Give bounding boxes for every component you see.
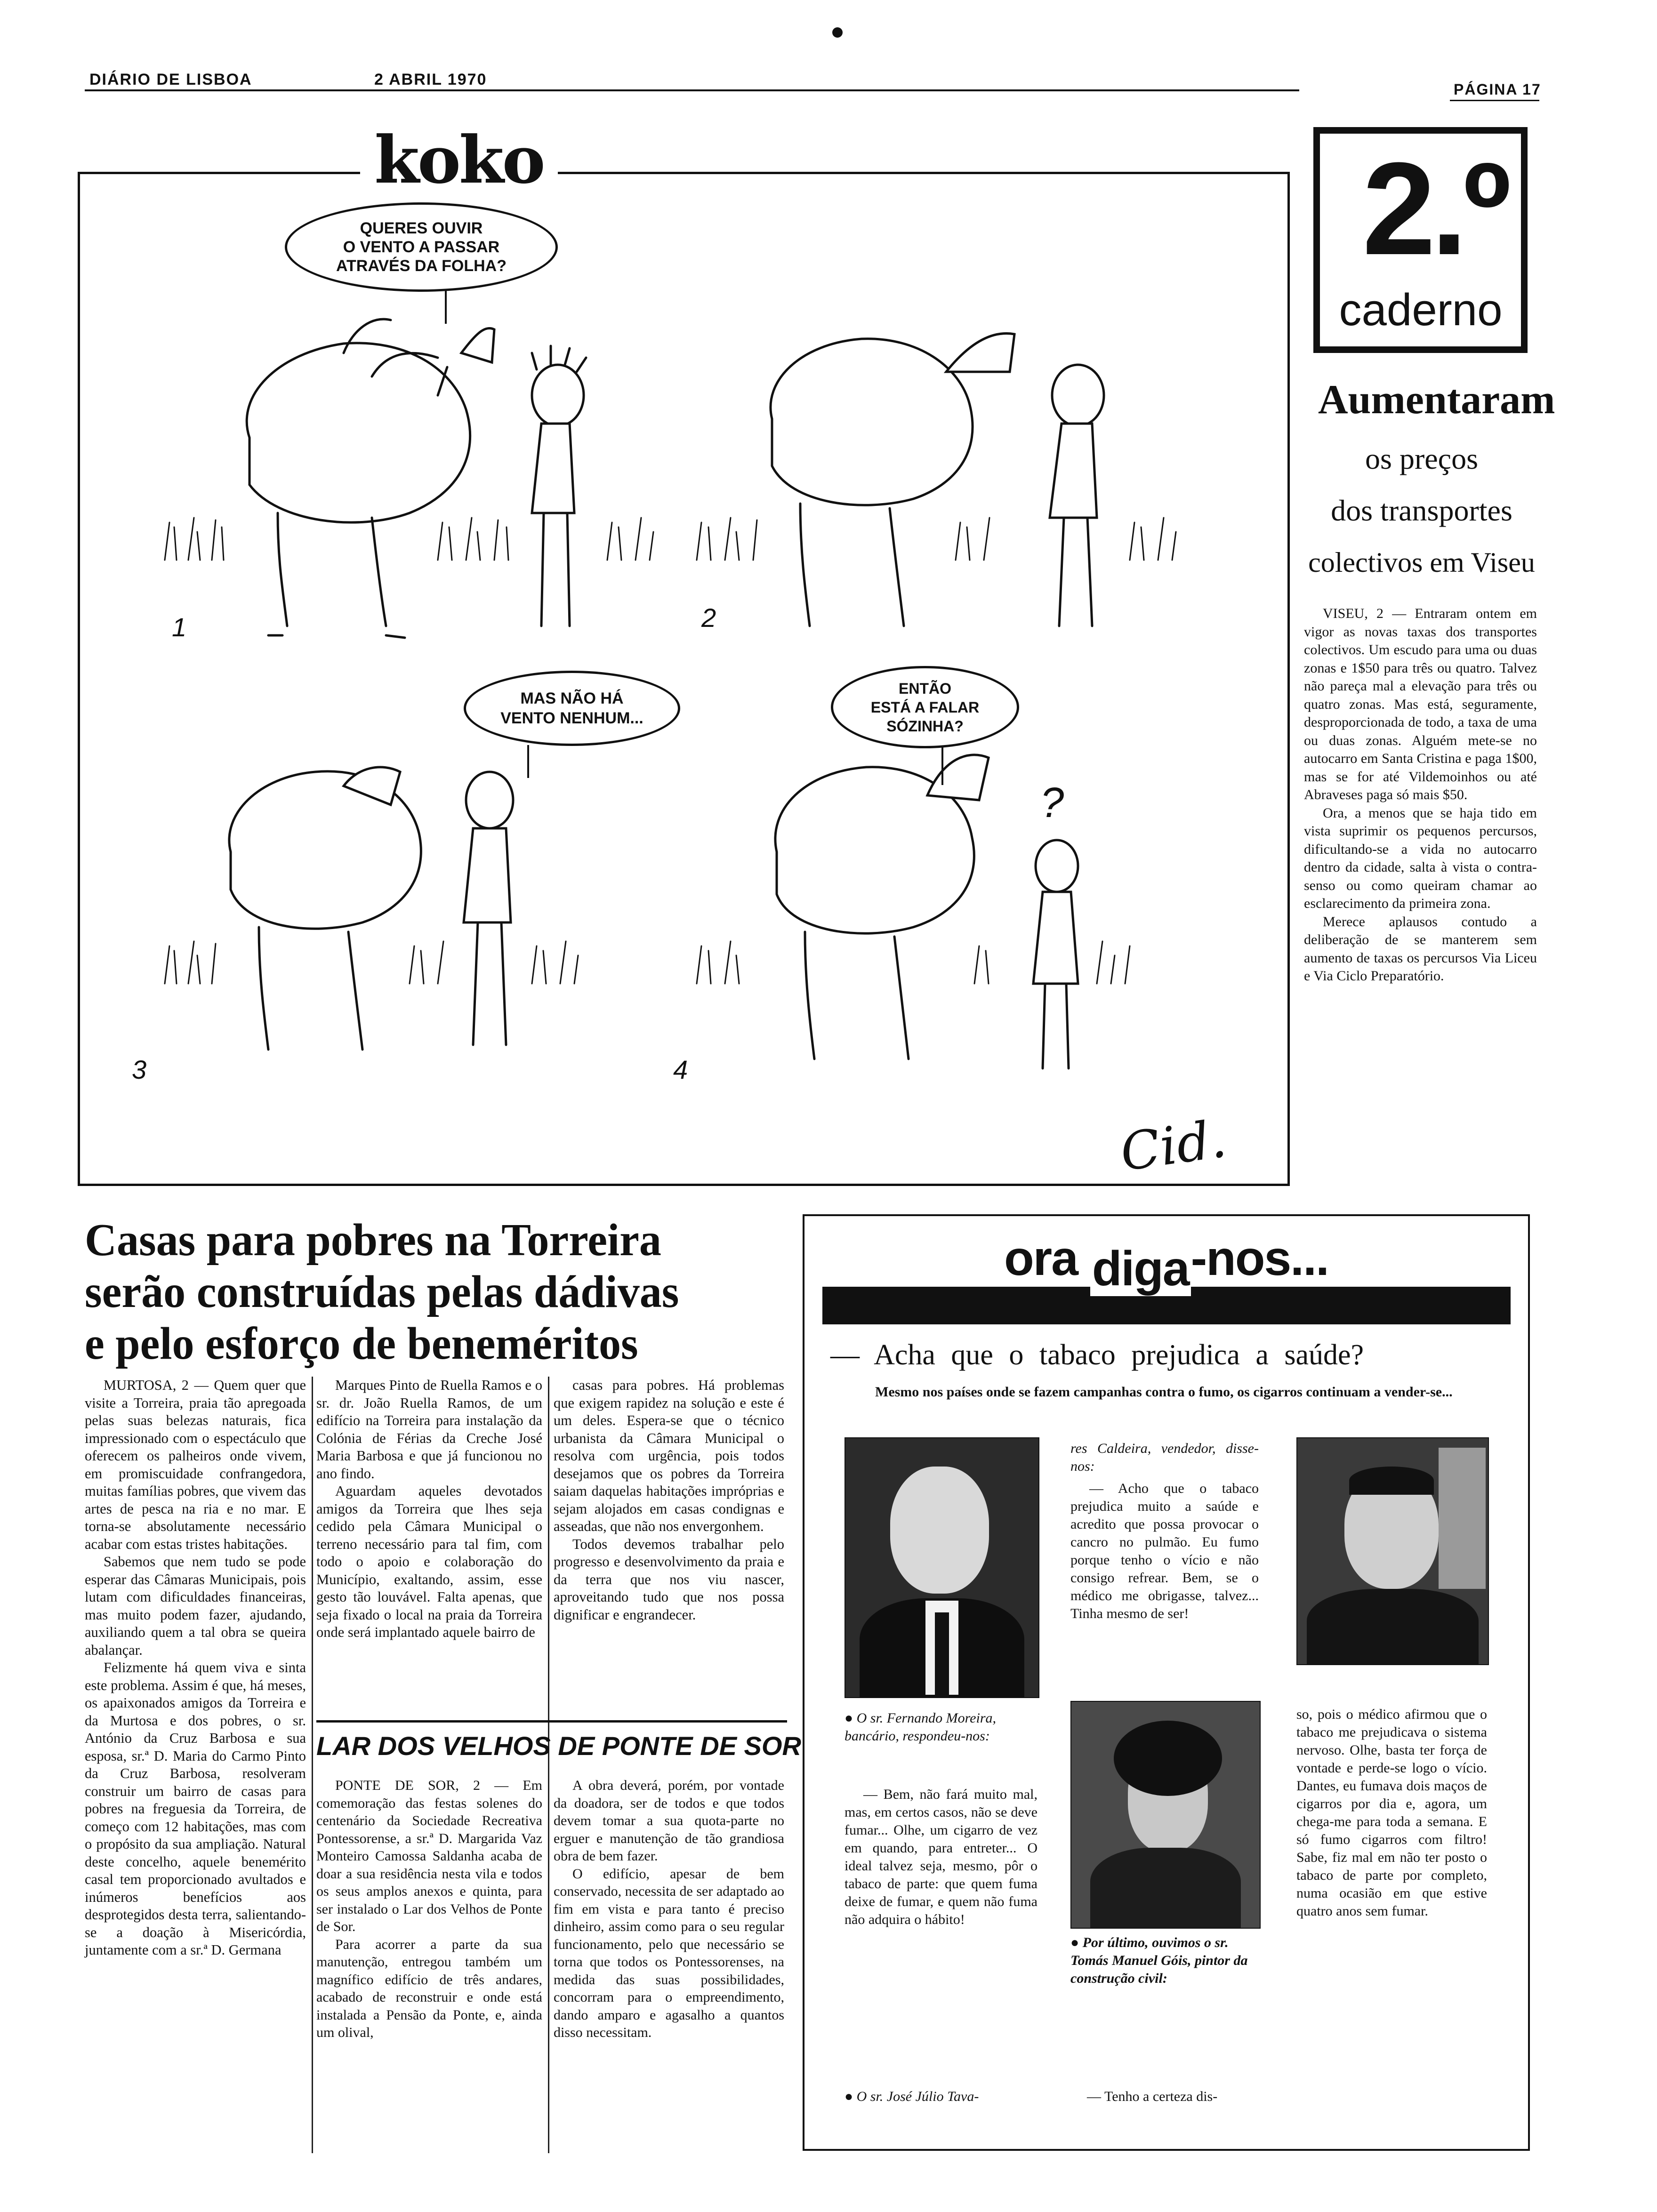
lar-column-2: [554, 1777, 784, 2042]
ora-column-2: [1070, 1480, 1259, 1623]
photo-fernando-moreira: [845, 1437, 1039, 1698]
photo-tomas-manuel-gois: [1070, 1701, 1261, 1929]
panel-number-1: 1: [172, 612, 187, 642]
panel-2-companion: [1050, 365, 1104, 626]
panel-3-companion: [464, 772, 513, 1045]
torreira-col3-paragraph-1: casas para pobres. Há problemas que exigem rapidez na solução e este é um deles. Espera-se que o técnico urbanista da Câmara Municipal o resolva com urgência, pois todos desejamos que os pobres da Torreira saiam daquelas habitações impróprias e sejam alojados em casas condignas e asseadas, que não nos envergonhem.: [554, 1377, 784, 1534]
torreira-col2-paragraph-2: Aguardam aqueles devotados amigos da Torreira que lhes seja cedido pela Câmara Municipal o terreno necessário para tal fim, com todo o apoio e colaboração do Município, exaltando, assim, esse gesto tão louvável. Falta apenas, que seja fixado o local na praia da Torreira onde será implantado aquele bairro de: [316, 1483, 542, 1640]
page-number: PÁGINA 17: [1454, 81, 1541, 98]
photo-jose-julio-tavares: [1296, 1437, 1489, 1665]
comic-drawing: [80, 174, 1287, 1184]
speech-bubble-1: QUERES OUVIR O VENTO A PASSAR ATRAVÉS DA FOLHA?: [285, 202, 558, 292]
panel-3-koko: [229, 767, 421, 1050]
caption-fernando-moreira: ● O sr. Fernando Moreira, bancário, respondeu-nos:: [845, 1710, 997, 1744]
column-divider: [312, 1377, 313, 2153]
question-mark: ?: [1040, 779, 1064, 826]
ora-title-part-1: ora: [1004, 1231, 1090, 1286]
caderno-number: 2.º: [1362, 136, 1506, 282]
press-mark: [832, 27, 843, 38]
caption-tomas-manuel-gois: ● Por último, ouvimos o sr. Tomás Manuel Góis, pintor da construção civil:: [1070, 1935, 1248, 1986]
ora-title-part-2: diga: [1090, 1242, 1191, 1296]
caderno-box: [1313, 127, 1528, 353]
lar-column-1: [316, 1777, 542, 2042]
caption-jose-julio-tavares: ● O sr. José Júlio Tava-: [845, 2089, 979, 2104]
comic-title: koko: [360, 127, 558, 198]
torreira-headline: [85, 1214, 800, 1370]
panel-1-companion: [532, 346, 586, 626]
panel-number-3: 3: [132, 1055, 147, 1084]
issue-date: 2 ABRIL 1970: [374, 71, 487, 88]
torreira-column-2: [316, 1377, 542, 1642]
ora-col2-paragraph-1: — Acho que o tabaco prejudica muito a saúde e acredito que possa provocar o cancro no pulmão. Eu fumo porque tenho o vício e não consigo refrear. Bem, se o médico me obrigasse, talvez... Tinha mesmo de ser!: [1070, 1481, 1259, 1621]
panel-1-koko: [247, 319, 494, 638]
ora-col3-paragraph-1: so, pois o médico afirmou que o tabaco me prejudicava o sistema nervoso. Olhe, basta ter força de vontade e perde-se logo o vício. Dantes, eu fumava dois maços de cigarros por dia e, agora, um chega-me para toda a semana. E só fumo cigarros com filtro! Sabe, fiz mal em não ter posto o tabaco de parte por completo, numa ocasião em que estive quatro anos sem fumar.: [1296, 1707, 1487, 1919]
artist-signature: Cid.: [1117, 1108, 1230, 1183]
ora-title: [804, 1230, 1528, 1296]
speech-bubble-3: ENTÃO ESTÁ A FALAR SÓZINHA?: [831, 666, 1019, 748]
torreira-headline-line-2: serão construídas pelas dádivas: [85, 1266, 679, 1317]
viseu-paragraph-1: VISEU, 2 — Entraram ontem em vigor as novas taxas dos transportes colectivos. Um escudo para uma ou duas zonas e 1$50 para três ou quatro. Talvez não pareça mal a elevação para três ou quatro zonas. Mas está, seguramente, desproporcionada de todo, a taxa de uma ou duas zonas. Alguém mete-se no autocarro em Santa Cristina e paga 1$00, mas se for até Vildemoinhos ou até Abraveses paga só mais $50.: [1304, 606, 1537, 802]
header-rule: [85, 89, 1299, 91]
panel-4-koko: [775, 755, 989, 1059]
page-number-rule: [1450, 100, 1539, 101]
speech-bubble-1-tail: [445, 291, 447, 324]
viseu-headline-3: dos transportes: [1331, 494, 1512, 527]
lar-col2-paragraph-2: O edifício, apesar de bem conservado, necessita de ser adaptado ao fim em vista e para tanto é preciso dinheiro, assim como para o seu regular funcionamento, pelo que necessário se torna que todos os Pontessorenses, na medida das suas possibilidades, concorram para o empreendimento, dando amparo e agasalho a quantos disso necessitam.: [554, 1866, 784, 2040]
ora-question: — Acha que o tabaco prejudica a saúde?: [830, 1339, 1364, 1371]
speech-bubble-2: MAS NÃO HÁ VENTO NENHUM...: [464, 671, 680, 746]
viseu-headline-1: Aumentaram: [1318, 377, 1555, 423]
lar-headline: LAR DOS VELHOS DE PONTE DE SOR: [316, 1731, 801, 1761]
speech-bubble-3-tail: [941, 747, 943, 785]
viseu-paragraph-2: Ora, a menos que se haja tido em vista suprimir os pequenos percursos, dificultando-se a vida no autocarro dentro da cidade, salta à vista o contra-senso ou como queiram chamar ao esclarecimento da primeira zona.: [1304, 805, 1537, 911]
ora-col2-intro: res Caldeira, vendedor, disse-nos:: [1070, 1441, 1259, 1474]
caderno-label: caderno: [1339, 285, 1503, 335]
panel-number-4: 4: [673, 1055, 688, 1084]
torreira-headline-line-1: Casas para pobres na Torreira: [85, 1215, 661, 1266]
viseu-headline-2: os preços: [1365, 442, 1478, 475]
ora-diga-nos-box: [803, 1214, 1530, 2151]
panel-4-companion: [1033, 840, 1078, 1068]
ora-column-1: [845, 1786, 1038, 1929]
torreira-col2-paragraph-1: Marques Pinto de Ruella Ramos e o sr. dr. João Ruella Ramos, de um edifício na Torreira para instalação da Colónia de Férias da Creche José Maria Barbosa e que já funcionou no ano findo.: [316, 1377, 542, 1482]
ora-col2-end: — Tenho a certeza dis-: [1087, 2089, 1218, 2104]
ora-intro: Mesmo nos países onde se fazem campanhas contra o fumo, os cigarros continuam a vender-se...: [875, 1384, 1453, 1400]
ora-col1-paragraph-1: — Bem, não fará muito mal, mas, em certos casos, não se deve fumar... Olhe, um cigarro de vez em quando, para entreter... O ideal talvez seja, mesmo, pôr o tabaco de parte: que quem fuma deixe de fumar, e quem não fuma não adquira o hábito!: [845, 1787, 1038, 1927]
lar-col2-paragraph-1: A obra deverá, porém, por vontade da doadora, ser de todos e que todos devem tomar a sua quota-parte no erguer e manutenção de tão grandiosa obra de bem fazer.: [554, 1778, 784, 1864]
torreira-headline-line-3: e pelo esforço de beneméritos: [85, 1318, 638, 1369]
viseu-paragraph-3: Merece aplausos contudo a deliberação de se manterem sem aumento de taxas os percursos Via Liceu e Via Ciclo Preparatório.: [1304, 914, 1537, 984]
panel-number-2: 2: [701, 603, 716, 633]
lar-col1-paragraph-2: Para acorrer a parte da sua manutenção, entregou também um magnífico edifício de três andares, acabado de reconstruir e onde está instalada a Pensão da Ponte, e, ainda um olival,: [316, 1936, 542, 2040]
ora-column-3: [1296, 1706, 1487, 1920]
viseu-headline-4: colectivos em Viseu: [1308, 547, 1535, 578]
panel-2-koko: [771, 333, 1014, 626]
torreira-col1-paragraph-1: MURTOSA, 2 — Quem quer que visite a Torreira, praia tão apregoada pelas suas belezas naturais, fica impressionado com o espectáculo que oferecem os palheiros onde vivem, em promiscuidade confrangedora, muitas famílias pobres, que vivem das artes de pesca na ria e no mar. E torna-se absolutamente necessário acabar com estas tristes habitações.: [85, 1377, 306, 1552]
newspaper-name: DIÁRIO DE LISBOA: [89, 71, 252, 88]
torreira-column-3: [554, 1377, 784, 1624]
torreira-column-1: [85, 1377, 306, 1959]
torreira-col1-paragraph-3: Felizmente há quem viva e sinta este problema. Assim é que, há meses, os apaixonados amigos da Torreira e da Murtosa e dos pobres, o sr. António da Cruz Barbosa e sua esposa, sr.ª D. Maria do Carmo Pinto da Cruz Barbosa, resolveram construir um bairro de casas para pobres na freguesia da Torreira, de começo com 12 habitações, mas com o propósito da sua ampliação. Natural deste concelho, aquele benemérito casal tem proporcionado avultados e inúmeros benefícios aos desprotegidos desta terra, salientando-se a doação à Misericórdia, juntamente com a sr.ª D. Germana: [85, 1659, 306, 1958]
lar-col1-paragraph-1: PONTE DE SOR, 2 — Em comemoração das festas solenes do centenário da Sociedade Recreativa Pontessorense, a sr.ª D. Margarida Vaz Monteiro Camossa Saldanha acaba de doar a sua residência nesta vila e todos os seus amplos anexos e quinta, para ser instalado o Lar dos Velhos de Ponte de Sor.: [316, 1778, 542, 1934]
torreira-col1-paragraph-2: Sabemos que nem tudo se pode esperar das Câmaras Municipais, pois lutam com dificuldades financeiras, mas muito podem fazer, ajudando, auxiliando quem a tal obra se queira abalançar.: [85, 1554, 306, 1658]
ora-title-part-3: -nos...: [1190, 1231, 1328, 1286]
torreira-col3-paragraph-2: Todos devemos trabalhar pelo progresso e desenvolvimento da praia e da terra que nos viu nascer, aproveitando tudo que nos possa dignificar e engrandecer.: [554, 1536, 784, 1623]
column-divider: [548, 1377, 549, 2153]
viseu-article-body: [1304, 605, 1537, 986]
speech-bubble-2-tail: [527, 745, 529, 778]
lar-top-rule: [316, 1720, 787, 1723]
